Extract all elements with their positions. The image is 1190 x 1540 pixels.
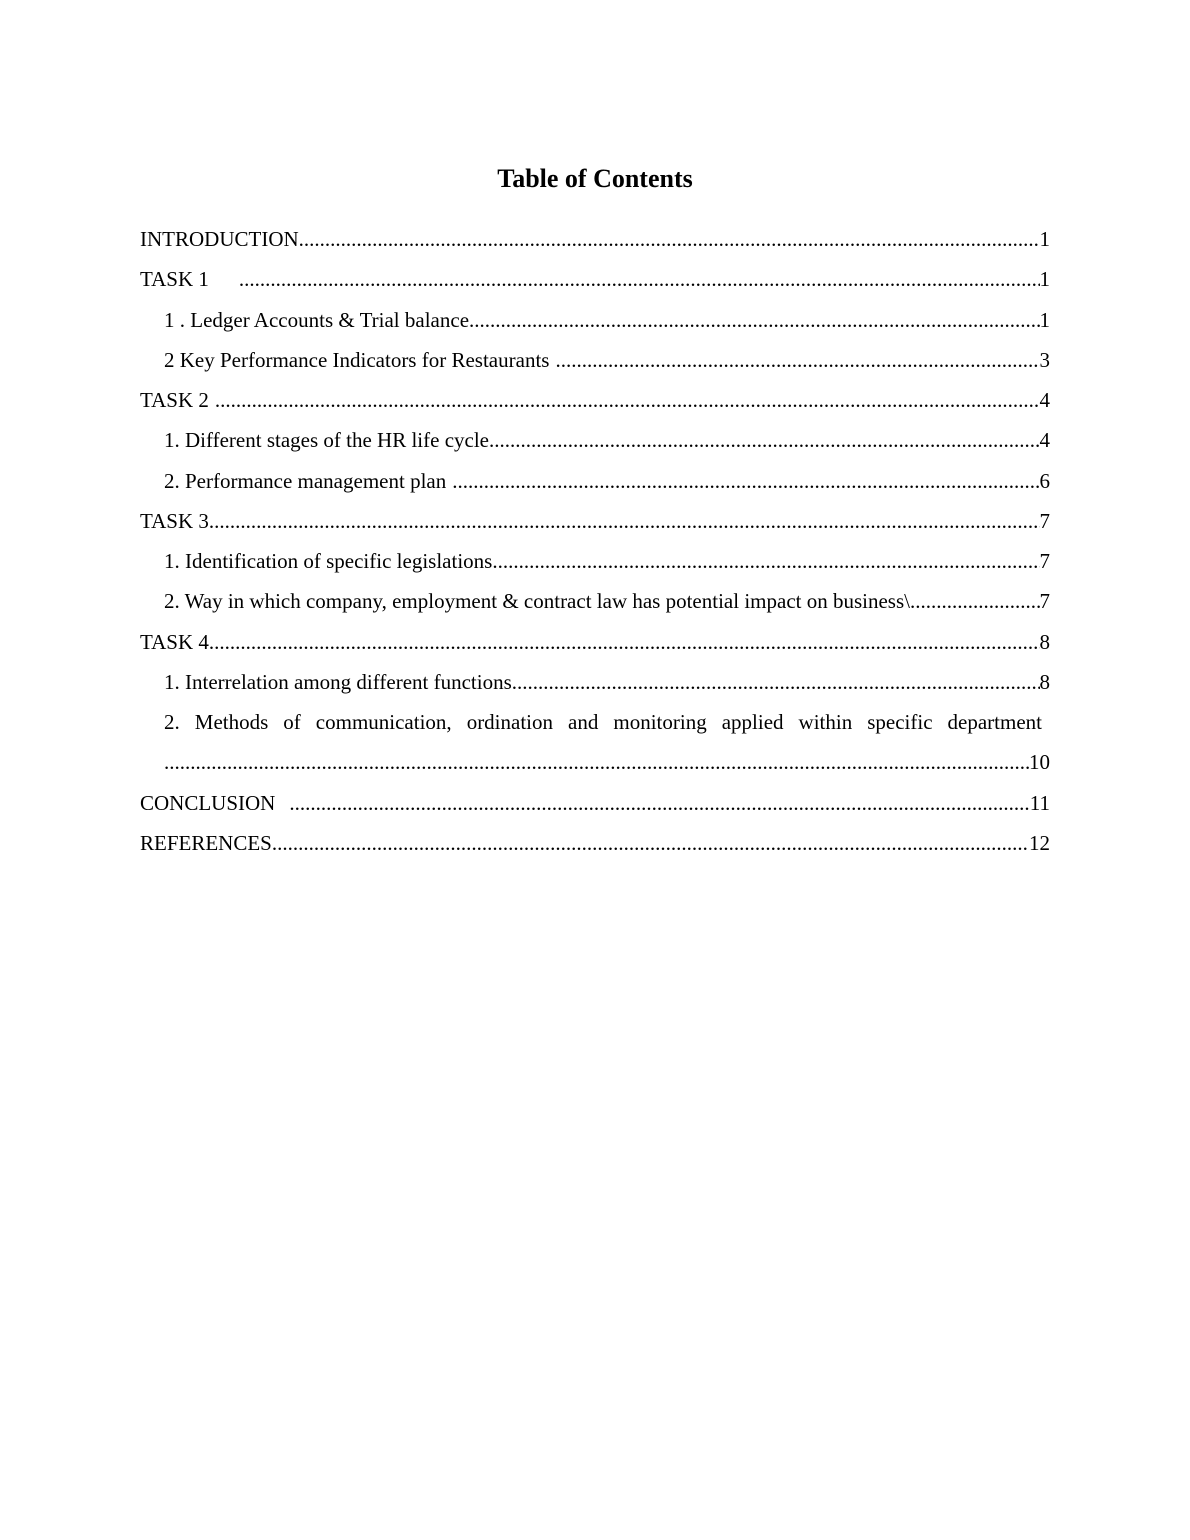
toc-entry-label: 2. Performance management plan — [164, 468, 447, 493]
toc-entry-hr-life-cycle[interactable] — [140, 420, 1050, 460]
toc-entry-interrelation-functions[interactable] — [140, 662, 1050, 702]
toc-page-number: 7 — [1039, 549, 1050, 573]
toc-entry-introduction[interactable] — [140, 219, 1050, 259]
page-title: Table of Contents — [497, 164, 693, 193]
toc-entry-ledger-accounts[interactable] — [140, 300, 1050, 340]
toc-dot-leader — [209, 622, 1040, 662]
toc-entry-label: 1 . Ledger Accounts & Trial balance — [164, 307, 470, 332]
toc-entry-label: 2. Way in which company, employment & contract law has potential impact on business\ — [164, 589, 910, 614]
toc-entry-key-performance-indicators[interactable] — [140, 340, 1050, 380]
toc-page-number: 6 — [1039, 468, 1050, 493]
toc-dot-leader — [209, 501, 1040, 541]
toc-entry-label: 1. Different stages of the HR life cycle — [164, 428, 489, 453]
toc-entry-label: 1. Identification of specific legislations — [164, 549, 493, 573]
toc-dot-leader — [489, 420, 1040, 460]
toc-entry-label: TASK 4 — [140, 629, 209, 654]
toc-entry-methods-of-communication-continued[interactable] — [140, 742, 1050, 782]
toc-dot-leader — [289, 783, 1029, 823]
toc-dot-leader — [272, 823, 1029, 863]
toc-page-number: 8 — [1039, 629, 1050, 654]
toc-entry-company-employment-contract-law[interactable] — [140, 581, 1050, 621]
toc-entry-label: TASK 3 — [140, 508, 209, 533]
toc-page-number: 1 — [1039, 227, 1050, 251]
toc-entry-performance-management-plan[interactable] — [140, 461, 1050, 501]
toc-page-number: 10 — [1029, 750, 1050, 775]
toc-entry-label: TASK 2 — [140, 388, 209, 412]
toc-entry-task-3[interactable] — [140, 501, 1050, 541]
toc-page-number: 11 — [1029, 790, 1050, 815]
toc-entry-label: REFERENCES — [140, 830, 272, 855]
toc-page-number: 3 — [1039, 347, 1050, 372]
toc-entry-task-1[interactable] — [140, 259, 1050, 299]
toc-dot-leader — [164, 742, 1029, 782]
toc-page-number: 12 — [1029, 830, 1050, 855]
toc-dot-leader — [555, 340, 1039, 380]
toc-entry-references[interactable] — [140, 823, 1050, 863]
toc-dot-leader — [299, 219, 1040, 259]
toc-dot-leader — [239, 259, 1040, 299]
toc-entry-label: TASK 1 — [140, 267, 209, 292]
toc-page-number: 4 — [1039, 428, 1050, 453]
toc-entry-conclusion[interactable] — [140, 783, 1050, 823]
toc-dot-leader — [910, 581, 1040, 621]
toc-page-number: 7 — [1039, 508, 1050, 533]
toc-entry-task-2[interactable] — [140, 380, 1050, 420]
toc-entry-label: 2. Methods of communication, ordination and monitoring applied within specific department — [164, 710, 1042, 734]
toc-dot-leader — [492, 541, 1039, 581]
toc-entry-label: CONCLUSION — [140, 790, 276, 815]
toc-entry-specific-legislations[interactable] — [140, 541, 1050, 581]
toc-entry-methods-of-communication[interactable] — [140, 702, 1050, 742]
toc-entry-label: INTRODUCTION — [140, 227, 299, 251]
toc-page-number: 1 — [1039, 307, 1050, 332]
toc-page-number: 7 — [1039, 589, 1050, 614]
toc-list — [140, 219, 1050, 863]
toc-dot-leader — [452, 461, 1039, 501]
toc-dot-leader — [469, 300, 1039, 340]
toc-dot-leader — [512, 662, 1040, 702]
toc-page-number: 4 — [1039, 388, 1050, 412]
toc-dot-leader — [215, 380, 1040, 420]
toc-entry-label: 1. Interrelation among different functions — [164, 669, 512, 694]
toc-entry-task-4[interactable] — [140, 622, 1050, 662]
toc-page-number: 1 — [1039, 267, 1050, 292]
toc-entry-label: 2 Key Performance Indicators for Restaurants — [164, 347, 550, 372]
toc-page-number: 8 — [1039, 669, 1050, 694]
